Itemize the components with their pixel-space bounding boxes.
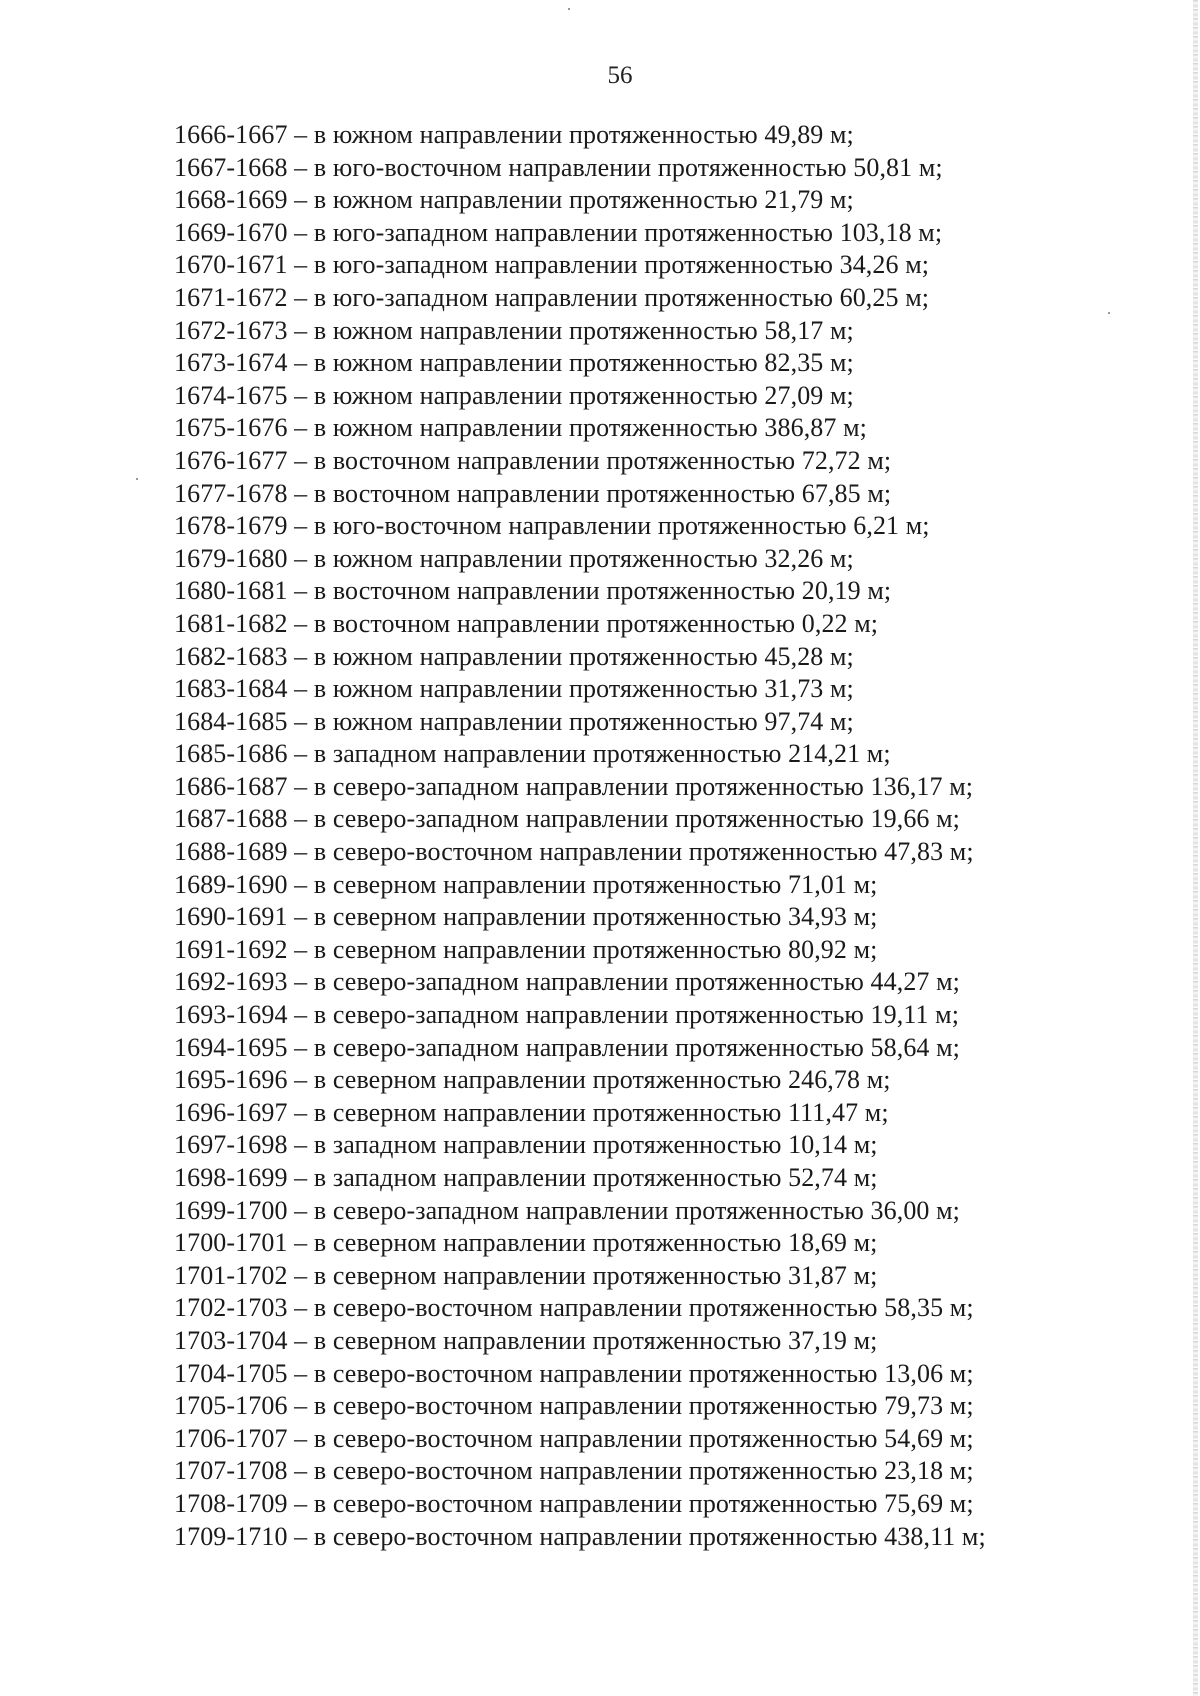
dash-separator: – — [287, 478, 314, 508]
segment-number: 1674-1675 — [174, 380, 288, 410]
dash-separator: – — [287, 511, 314, 541]
dash-separator: – — [287, 348, 314, 378]
segment-description: в юго-западном направлении протяженностью 60,25 м; — [313, 282, 930, 312]
segment-description: в северо-западном направлении протяженностью 36,00 м; — [313, 1195, 960, 1225]
list-item — [174, 1195, 1154, 1228]
segment-number: 1704-1705 — [174, 1358, 288, 1388]
dash-separator: – — [287, 706, 314, 736]
segment-description: в южном направлении протяженностью 27,09 м; — [313, 380, 854, 410]
segment-description: в южном направлении протяженностью 49,89 м; — [313, 120, 854, 149]
dash-separator: – — [287, 1195, 314, 1225]
segment-number: 1691-1692 — [174, 934, 288, 964]
segment-description: в юго-западном направлении протяженностью 103,18 м; — [313, 217, 943, 247]
dash-separator: – — [287, 869, 314, 899]
list-item — [174, 1488, 1154, 1521]
dash-separator: – — [287, 771, 314, 801]
segment-number: 1699-1700 — [174, 1195, 288, 1225]
dash-separator: – — [287, 1521, 314, 1551]
segment-number: 1680-1681 — [174, 576, 288, 606]
segment-description: в западном направлении протяженностью 52,74 м; — [313, 1163, 878, 1192]
dash-separator: – — [287, 1293, 314, 1323]
dash-separator: – — [287, 1260, 314, 1290]
segment-description: в северном направлении протяженностью 34,93 м; — [313, 902, 878, 932]
segment-number: 1679-1680 — [174, 543, 288, 573]
list-item — [174, 901, 1154, 934]
dash-separator: – — [287, 902, 314, 932]
segment-number: 1685-1686 — [174, 739, 288, 769]
dash-separator: – — [287, 1358, 314, 1388]
dash-separator: – — [287, 185, 314, 215]
segment-description: в северном направлении протяженностью 37,19 м; — [313, 1325, 878, 1355]
segment-description: в юго-восточном направлении протяженностью 6,21 м; — [313, 511, 930, 541]
list-item — [174, 999, 1154, 1032]
segment-description: в северо-западном направлении протяженностью 58,64 м; — [313, 1032, 960, 1062]
segment-description: в северо-восточном направлении протяженностью 23,18 м; — [313, 1456, 974, 1486]
segment-description: в северо-восточном направлении протяженностью 75,69 м; — [313, 1488, 974, 1518]
dash-separator: – — [287, 1163, 314, 1192]
segment-number: 1688-1689 — [174, 837, 288, 867]
segment-number: 1677-1678 — [174, 478, 288, 508]
list-item — [174, 249, 1154, 282]
dash-separator: – — [287, 1000, 314, 1030]
list-item — [174, 152, 1154, 185]
segment-number: 1678-1679 — [174, 511, 288, 541]
segment-number: 1675-1676 — [174, 413, 288, 443]
segment-description: в восточном направлении протяженностью 0,22 м; — [313, 608, 879, 638]
segment-description: в северо-западном направлении протяженностью 44,27 м; — [313, 967, 960, 997]
list-item — [174, 1064, 1154, 1097]
scan-edge-artifact — [1193, 0, 1198, 1696]
dash-separator: – — [287, 1097, 314, 1127]
segment-number: 1706-1707 — [174, 1423, 288, 1453]
segment-number: 1668-1669 — [174, 185, 288, 215]
segment-number: 1672-1673 — [174, 315, 288, 345]
segment-number: 1683-1684 — [174, 674, 288, 704]
segment-number: 1686-1687 — [174, 771, 288, 801]
segment-number: 1684-1685 — [174, 706, 288, 736]
dash-separator: – — [287, 804, 314, 834]
segment-number: 1700-1701 — [174, 1228, 288, 1258]
scan-speck — [568, 8, 570, 10]
segment-description: в северном направлении протяженностью 111,47 м; — [313, 1097, 889, 1127]
segment-description: в южном направлении протяженностью 45,28 м; — [313, 641, 854, 671]
segment-number: 1696-1697 — [174, 1097, 288, 1127]
list-item — [174, 217, 1154, 250]
segment-number: 1693-1694 — [174, 1000, 288, 1030]
dash-separator: – — [287, 934, 314, 964]
segment-number: 1676-1677 — [174, 445, 288, 475]
segment-description: в северо-восточном направлении протяженностью 13,06 м; — [313, 1358, 974, 1388]
dash-separator: – — [287, 739, 314, 769]
dash-separator: – — [287, 1325, 314, 1355]
segment-number: 1689-1690 — [174, 869, 288, 899]
list-item — [174, 836, 1154, 869]
segment-description: в восточном направлении протяженностью 72,72 м; — [313, 445, 892, 475]
segment-description: в южном направлении протяженностью 386,87 м; — [313, 413, 867, 443]
segment-description: в южном направлении протяженностью 82,35 м; — [313, 348, 854, 378]
dash-separator: – — [287, 837, 314, 867]
segment-description: в северном направлении протяженностью 71,01 м; — [313, 869, 878, 899]
dash-separator: – — [287, 674, 314, 704]
segment-number: 1666-1667 — [174, 120, 288, 149]
list-item — [174, 1358, 1154, 1391]
segment-description: в северо-западном направлении протяженностью 19,11 м; — [313, 1000, 960, 1030]
list-item — [174, 934, 1154, 967]
dash-separator: – — [287, 576, 314, 606]
list-item — [174, 608, 1154, 641]
page-number: 56 — [607, 62, 633, 89]
dash-separator: – — [287, 608, 314, 638]
list-item — [174, 1097, 1154, 1130]
list-item — [174, 347, 1154, 380]
list-item — [174, 1292, 1154, 1325]
dash-separator: – — [287, 1032, 314, 1062]
list-item — [174, 315, 1154, 348]
list-item — [174, 575, 1154, 608]
dash-separator: – — [287, 1130, 314, 1160]
segment-number: 1695-1696 — [174, 1065, 288, 1095]
segment-number: 1705-1706 — [174, 1391, 288, 1421]
segment-number: 1707-1708 — [174, 1456, 288, 1486]
dash-separator: – — [287, 445, 314, 475]
list-item — [174, 1325, 1154, 1358]
boundary-description-list — [174, 119, 1154, 1553]
segment-number: 1682-1683 — [174, 641, 288, 671]
dash-separator: – — [287, 1391, 314, 1421]
list-item — [174, 641, 1154, 674]
segment-number: 1694-1695 — [174, 1032, 288, 1062]
dash-separator: – — [287, 250, 314, 280]
segment-description: в северо-западном направлении протяженностью 136,17 м; — [313, 771, 974, 801]
segment-number: 1673-1674 — [174, 348, 288, 378]
dash-separator: – — [287, 1065, 314, 1095]
segment-description: в южном направлении протяженностью 32,26 м; — [313, 543, 854, 573]
list-item — [174, 1260, 1154, 1293]
dash-separator: – — [287, 120, 314, 149]
segment-number: 1671-1672 — [174, 282, 288, 312]
dash-separator: – — [287, 1456, 314, 1486]
list-item — [174, 184, 1154, 217]
segment-number: 1667-1668 — [174, 152, 288, 182]
list-item — [174, 1521, 1154, 1554]
segment-description: в южном направлении протяженностью 58,17 м; — [313, 315, 854, 345]
scan-speck — [1108, 312, 1110, 314]
dash-separator: – — [287, 1423, 314, 1453]
segment-number: 1703-1704 — [174, 1325, 288, 1355]
dash-separator: – — [287, 967, 314, 997]
dash-separator: – — [287, 543, 314, 573]
segment-number: 1681-1682 — [174, 608, 288, 638]
list-item — [174, 412, 1154, 445]
dash-separator: – — [287, 1228, 314, 1258]
dash-separator: – — [287, 315, 314, 345]
segment-description: в северном направлении протяженностью 80,92 м; — [313, 934, 878, 964]
segment-description: в юго-восточном направлении протяженностью 50,81 м; — [313, 152, 943, 182]
list-item — [174, 1162, 1154, 1195]
list-item — [174, 966, 1154, 999]
list-item — [174, 510, 1154, 543]
dash-separator: – — [287, 380, 314, 410]
list-item — [174, 771, 1154, 804]
segment-description: в северо-восточном направлении протяженностью 438,11 м; — [313, 1521, 986, 1551]
segment-number: 1690-1691 — [174, 902, 288, 932]
list-item — [174, 1032, 1154, 1065]
dash-separator: – — [287, 641, 314, 671]
segment-description: в северном направлении протяженностью 31,87 м; — [313, 1260, 878, 1290]
segment-description: в южном направлении протяженностью 21,79 м; — [313, 185, 854, 215]
dash-separator: – — [287, 413, 314, 443]
list-item — [174, 119, 1154, 152]
segment-description: в северо-восточном направлении протяженностью 58,35 м; — [313, 1293, 974, 1323]
segment-number: 1702-1703 — [174, 1293, 288, 1323]
segment-number: 1708-1709 — [174, 1488, 288, 1518]
segment-number: 1709-1710 — [174, 1521, 288, 1551]
list-item — [174, 543, 1154, 576]
dash-separator: – — [287, 217, 314, 247]
segment-number: 1670-1671 — [174, 250, 288, 280]
list-item — [174, 1455, 1154, 1488]
dash-separator: – — [287, 1488, 314, 1518]
list-item — [174, 1129, 1154, 1162]
segment-number: 1698-1699 — [174, 1163, 288, 1192]
segment-number: 1697-1698 — [174, 1130, 288, 1160]
segment-description: в южном направлении протяженностью 97,74 м; — [313, 706, 854, 736]
list-item — [174, 706, 1154, 739]
list-item — [174, 1390, 1154, 1423]
segment-description: в северо-западном направлении протяженностью 19,66 м; — [313, 804, 960, 834]
scan-speck — [136, 478, 138, 480]
segment-description: в северо-восточном направлении протяженностью 79,73 м; — [313, 1391, 974, 1421]
segment-description: в восточном направлении протяженностью 67,85 м; — [313, 478, 892, 508]
segment-number: 1692-1693 — [174, 967, 288, 997]
list-item — [174, 803, 1154, 836]
segment-number: 1669-1670 — [174, 217, 288, 247]
segment-description: в восточном направлении протяженностью 20,19 м; — [313, 576, 892, 606]
segment-number: 1687-1688 — [174, 804, 288, 834]
list-item — [174, 380, 1154, 413]
segment-number: 1701-1702 — [174, 1260, 288, 1290]
list-item — [174, 673, 1154, 706]
segment-description: в северном направлении протяженностью 18,69 м; — [313, 1228, 878, 1258]
list-item — [174, 738, 1154, 771]
segment-description: в северном направлении протяженностью 246,78 м; — [313, 1065, 891, 1095]
segment-description: в западном направлении протяженностью 214,21 м; — [313, 739, 891, 769]
segment-description: в западном направлении протяженностью 10,14 м; — [313, 1130, 878, 1160]
list-item — [174, 478, 1154, 511]
segment-description: в северо-восточном направлении протяженностью 47,83 м; — [313, 837, 974, 867]
segment-description: в северо-восточном направлении протяженностью 54,69 м; — [313, 1423, 974, 1453]
list-item — [174, 282, 1154, 315]
segment-description: в южном направлении протяженностью 31,73 м; — [313, 674, 854, 704]
list-item — [174, 1423, 1154, 1456]
dash-separator: – — [287, 152, 314, 182]
dash-separator: – — [287, 282, 314, 312]
list-item — [174, 445, 1154, 478]
segment-description: в юго-западном направлении протяженностью 34,26 м; — [313, 250, 930, 280]
list-item — [174, 869, 1154, 902]
list-item — [174, 1227, 1154, 1260]
